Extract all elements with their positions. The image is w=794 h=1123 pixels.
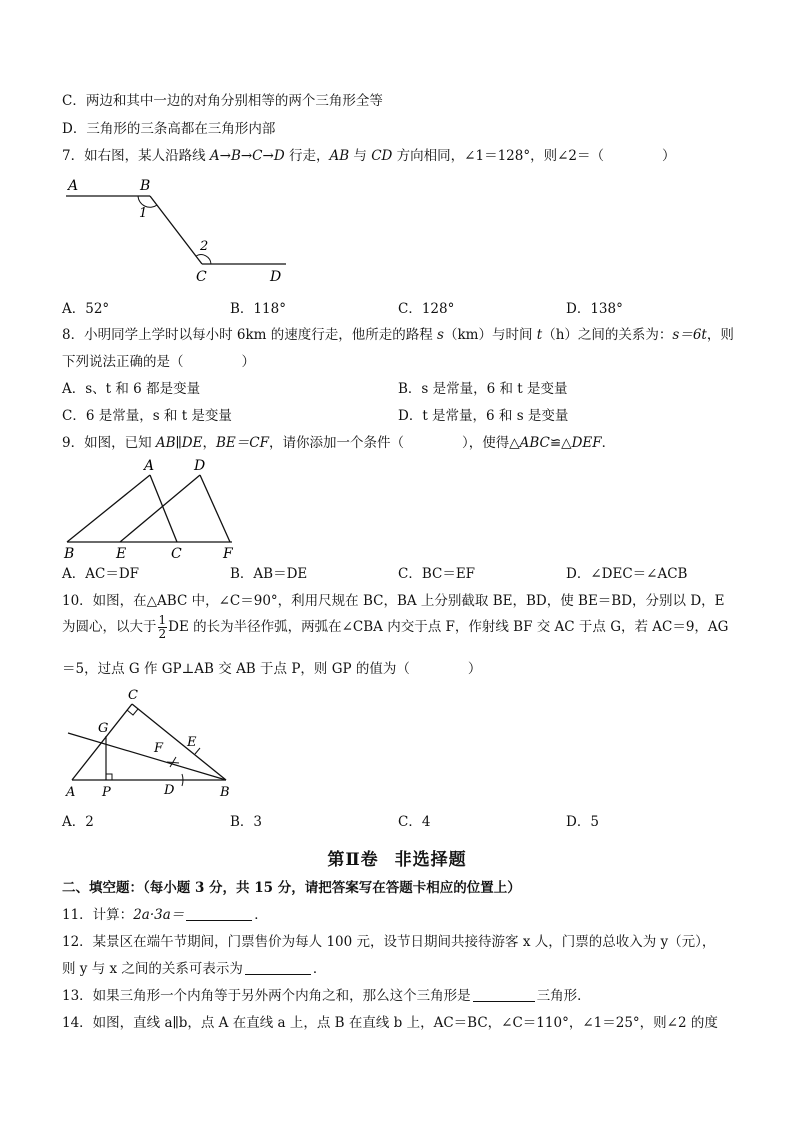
q11-answer-blank[interactable] [186, 906, 252, 921]
q10-line-cb [132, 704, 226, 780]
q10-right-angle-p [106, 774, 112, 780]
q10-label-d: D [164, 783, 175, 798]
q8-stem-line2: 下列说法正确的是（ ） [62, 354, 255, 370]
q10-stem-line3: ＝5，过点 G 作 GP⊥AB 交 AB 于点 P，则 GP 的值为（ ） [62, 661, 482, 677]
q8-stem-line1: 8．小明同学上学时以每小时 6km 的速度行走，他所走的路程 s（km）与时间 t（h）之间的关系为：s＝6t，则 [62, 327, 734, 343]
q9-stem: 9．如图，已知 AB∥DE，BE＝CF，请你添加一个条件（ ），使得△ABC≌△DEF． [62, 435, 616, 451]
q10-label-g: G [98, 721, 109, 736]
q13: 13．如果三角形一个内角等于另外两个内角之和，那么这个三角形是 三角形． [62, 988, 591, 1004]
q10-label-e: E [187, 735, 197, 750]
q10-ray-bf [68, 733, 226, 780]
q7-label-1: 1 [139, 206, 148, 221]
q7-label-c: C [196, 269, 207, 285]
q6-option-c: C．两边和其中一边的对角分别相等的两个三角形全等 [62, 93, 383, 109]
q9-line-ba [67, 475, 150, 542]
q7-option-d[interactable]: D．138° [566, 301, 623, 317]
q9-option-c[interactable]: C．BC＝EF [398, 566, 476, 582]
q8-option-c[interactable]: C．6 是常量，s 和 t 是变量 [62, 408, 232, 424]
q10-right-angle-c [127, 709, 138, 715]
q7-label-d: D [270, 269, 282, 285]
q10-label-f: F [154, 741, 164, 756]
q10-option-b[interactable]: B．3 [230, 814, 263, 830]
q9-label-e: E [116, 546, 127, 562]
part2-header: 二、填空题：（每小题 3 分，共 15 分，请把答案写在答题卡相应的位置上） [62, 880, 521, 896]
q9-label-f: F [223, 546, 233, 562]
q9-label-c: C [171, 546, 182, 562]
q9-line-df [200, 475, 230, 542]
q9-option-d[interactable]: D．∠DEC＝∠ACB [566, 566, 688, 582]
q6-option-d: D．三角形的三条高都在三角形内部 [62, 121, 276, 137]
q7-option-a[interactable]: A．52° [62, 301, 110, 317]
q10-label-a: A [66, 785, 76, 800]
q10-stem-line2: 为圆心，以大于 $\frac{1}{2}$ DE 的长为半径作弧，两弧在∠CBA 内交于点 F，作射线 BF 交 AC 于点 G，若 AC＝9，AG [62, 613, 729, 641]
q9-option-b[interactable]: B．AB＝DE [230, 566, 308, 582]
q12-answer-blank[interactable] [245, 960, 311, 975]
q12-line2: 则 y 与 x 之间的关系可表示为 ． [62, 961, 327, 977]
q9-label-b: B [64, 546, 75, 562]
q9-label-d: D [194, 458, 206, 474]
q10-label-c: C [128, 688, 138, 703]
q9-line-ed [120, 475, 200, 542]
section-title: 第Ⅱ卷 非选择题 [327, 850, 467, 870]
q7-option-c[interactable]: C．128° [398, 301, 455, 317]
q10-label-p: P [102, 785, 111, 800]
q10-label-b: B [220, 785, 230, 800]
q7-option-b[interactable]: B．118° [230, 301, 286, 317]
q13-answer-blank[interactable] [473, 987, 535, 1002]
q9-label-a: A [144, 458, 155, 474]
q10-figure [60, 684, 240, 802]
q7-figure [60, 172, 300, 287]
q10-line-ac [72, 704, 132, 780]
q10-option-a[interactable]: A．2 [62, 814, 94, 830]
q7-label-a: A [68, 178, 79, 194]
q12-line1: 12．某景区在端午节期间，门票售价为每人 100 元，设节日期间共接待游客 x 人，门票的总收入为 y（元）， [62, 934, 716, 950]
q7-label-2: 2 [200, 239, 209, 254]
q10-fraction: $\frac{1}{2}$ [158, 613, 167, 641]
q11: 11．计算：2a·3a＝ ． [62, 907, 268, 923]
q10-stem-line1: 10．如图，在△ABC 中，∠C＝90°，利用尺规在 BC，BA 上分别截取 BE，BD，使 BE＝BD，分别以 D，E [62, 593, 725, 609]
q9-line-ac [150, 475, 177, 542]
q9-figure [60, 456, 250, 562]
q10-option-d[interactable]: D．5 [566, 814, 599, 830]
q7-stem: 7．如右图，某人沿路线 A→B→C→D 行走，AB 与 CD 方向相同，∠1＝128°，则∠2＝（ ） [62, 148, 676, 164]
q8-option-d[interactable]: D．t 是常量，6 和 s 是变量 [398, 408, 569, 424]
q14-line1: 14．如图，直线 a∥b，点 A 在直线 a 上，点 B 在直线 b 上，AC＝BC，∠C＝110°，∠1＝25°，则∠2 的度 [62, 1015, 718, 1031]
q10-option-c[interactable]: C．4 [398, 814, 431, 830]
q7-line-bc [150, 196, 202, 264]
q9-option-a[interactable]: A．AC＝DF [62, 566, 140, 582]
q8-option-b[interactable]: B．s 是常量，6 和 t 是变量 [398, 381, 568, 397]
q8-option-a[interactable]: A．s、t 和 6 都是变量 [62, 381, 201, 397]
q7-label-b: B [140, 178, 151, 194]
